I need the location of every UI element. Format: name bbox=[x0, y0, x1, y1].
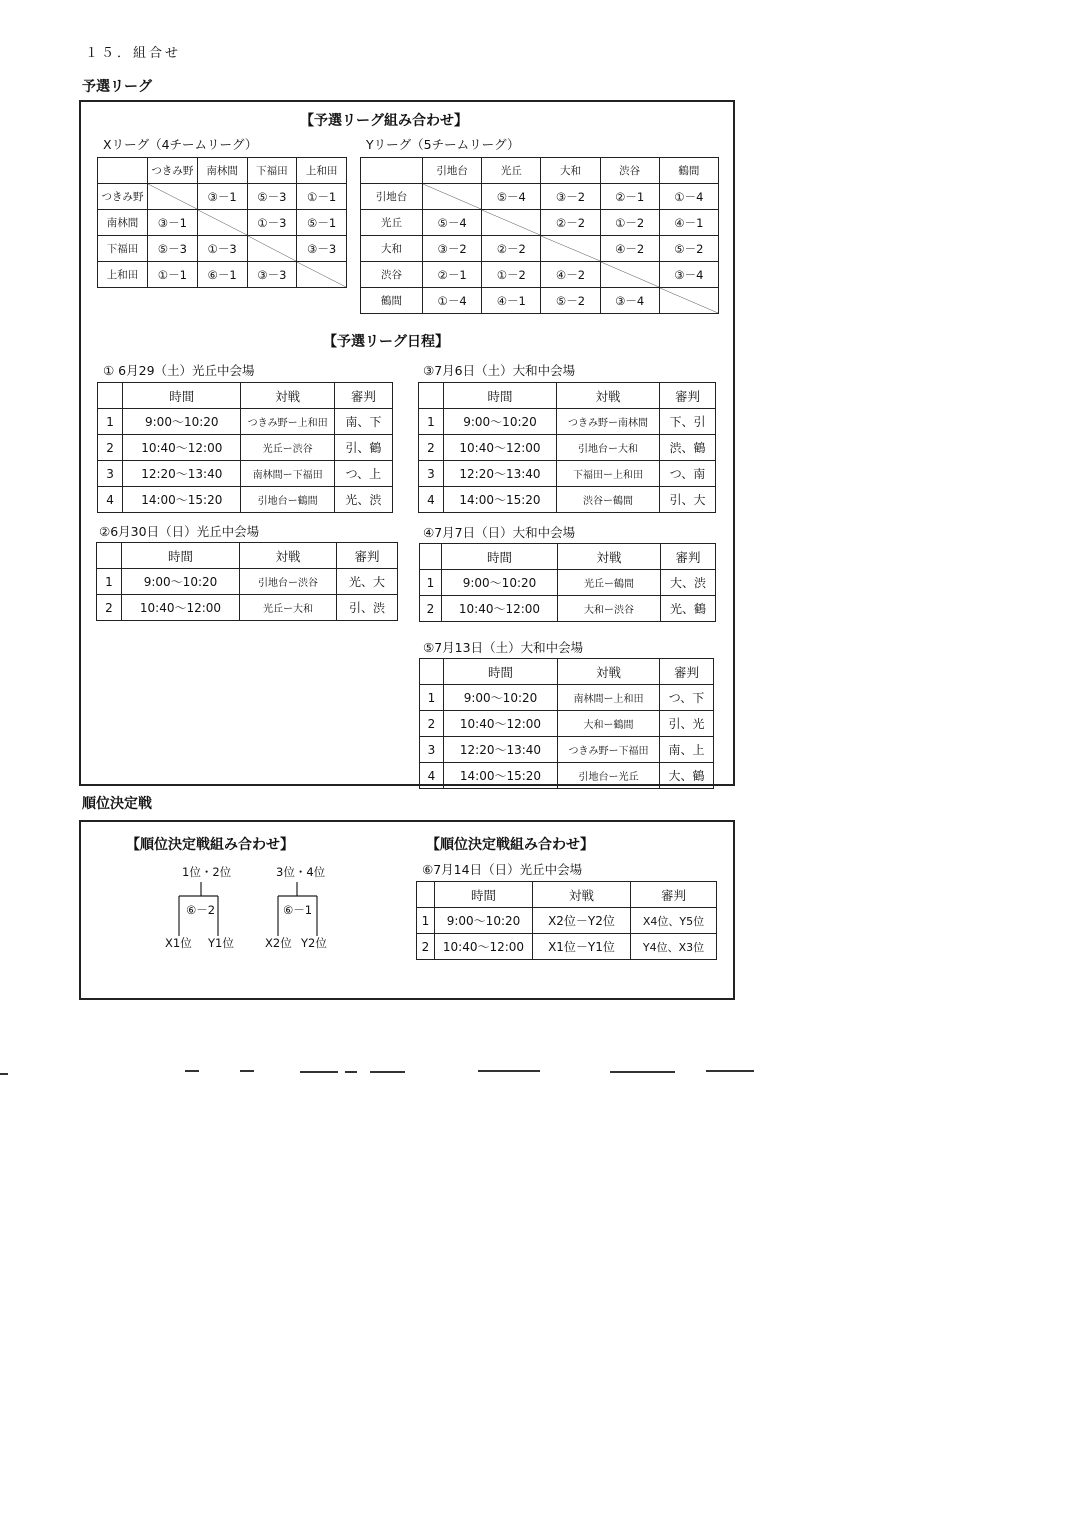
matrix-row-team: 下福田 bbox=[98, 236, 148, 262]
matrix-result-cell: ③－1 bbox=[197, 184, 247, 210]
matrix-header-row bbox=[361, 158, 719, 184]
scan-mark bbox=[240, 1070, 254, 1072]
schedule-referee: 下、引 bbox=[660, 409, 716, 435]
schedule-row bbox=[420, 685, 714, 711]
schedule-time: 9:00～10:20 bbox=[123, 409, 241, 435]
schedule-no: 1 bbox=[417, 908, 435, 934]
schedule-time: 14:00～15:20 bbox=[444, 763, 558, 789]
schedule-match-header: 対戦 bbox=[558, 659, 660, 685]
schedule-referee: 大、鶴 bbox=[660, 763, 714, 789]
scan-mark bbox=[706, 1070, 754, 1072]
matrix-result-cell: ④－2 bbox=[600, 236, 659, 262]
schedule-header-row bbox=[420, 544, 716, 570]
schedule-header-row bbox=[420, 659, 714, 685]
matrix-diagonal-cell bbox=[247, 236, 297, 262]
prelim-box bbox=[79, 100, 735, 786]
schedule-referee: X4位、Y5位 bbox=[631, 908, 717, 934]
matrix-result-cell: ③－2 bbox=[541, 184, 600, 210]
schedule-no-header bbox=[420, 544, 442, 570]
schedule-match: 渋谷ー鶴間 bbox=[557, 487, 660, 513]
schedule-time-header: 時間 bbox=[122, 543, 240, 569]
schedule-referee: 南、下 bbox=[334, 409, 392, 435]
matrix-diagonal-cell bbox=[297, 262, 347, 288]
matrix-diagonal-cell bbox=[541, 236, 600, 262]
matrix-result-cell: ③－3 bbox=[297, 236, 347, 262]
schedule-3-table bbox=[418, 382, 716, 513]
schedule-match: 引地台ー光丘 bbox=[558, 763, 660, 789]
matrix-col-team: 下福田 bbox=[247, 158, 297, 184]
schedule-no-header bbox=[420, 659, 444, 685]
matrix-result-cell: ①－4 bbox=[423, 288, 482, 314]
schedule-match: 引地台ー鶴間 bbox=[241, 487, 334, 513]
schedule-no-header bbox=[97, 543, 122, 569]
section-number: １５．組合せ bbox=[85, 46, 182, 61]
matrix-diagonal-cell bbox=[482, 210, 541, 236]
schedule-time: 10:40～12:00 bbox=[123, 435, 241, 461]
scan-mark bbox=[0, 1073, 8, 1075]
schedule-row bbox=[420, 737, 714, 763]
schedule-no: 2 bbox=[97, 595, 122, 621]
schedule-header-row bbox=[417, 882, 717, 908]
schedule-referee: 引、渋 bbox=[337, 595, 398, 621]
schedule-match-header: 対戦 bbox=[557, 383, 660, 409]
matrix-row-team: 鶴間 bbox=[361, 288, 423, 314]
matrix-col-team: 光丘 bbox=[482, 158, 541, 184]
schedule-referee-header: 審判 bbox=[337, 543, 398, 569]
schedule-no: 1 bbox=[97, 569, 122, 595]
matrix-row-team: 南林間 bbox=[98, 210, 148, 236]
matrix-col-team: つきみ野 bbox=[148, 158, 198, 184]
matrix-result-cell: ⑤－2 bbox=[541, 288, 600, 314]
schedule-row bbox=[98, 409, 393, 435]
schedule-time: 12:20～13:40 bbox=[444, 461, 557, 487]
schedule-match: 光丘ー鶴間 bbox=[558, 570, 661, 596]
schedule-time: 9:00～10:20 bbox=[122, 569, 240, 595]
ranking-schedule-title: 【順位決定戦組み合わせ】 bbox=[426, 837, 594, 853]
schedule-referee: 光、大 bbox=[337, 569, 398, 595]
bracket-1-game: ⑥－2 bbox=[186, 903, 216, 917]
matrix-col-team: 南林間 bbox=[197, 158, 247, 184]
schedule-no: 1 bbox=[419, 409, 444, 435]
bracket-2-left: X2位 bbox=[265, 936, 292, 950]
matrix-result-cell: ②－1 bbox=[600, 184, 659, 210]
schedule-match: 南林間ー下福田 bbox=[241, 461, 334, 487]
schedule-row bbox=[97, 569, 398, 595]
schedule-no: 1 bbox=[420, 570, 442, 596]
matrix-result-cell: ③－3 bbox=[247, 262, 297, 288]
schedule-match: 光丘ー大和 bbox=[240, 595, 337, 621]
schedule-referee: Y4位、X3位 bbox=[631, 934, 717, 960]
schedule-header-row bbox=[419, 383, 716, 409]
schedule-row bbox=[420, 570, 716, 596]
schedule-row bbox=[419, 435, 716, 461]
schedule-2-title: ②6月30日（日）光丘中会場 bbox=[99, 524, 260, 539]
schedule-no-header bbox=[419, 383, 444, 409]
schedule-referee: 引、鶴 bbox=[334, 435, 392, 461]
matrix-result-cell: ①－3 bbox=[197, 236, 247, 262]
schedule-match-header: 対戦 bbox=[558, 544, 661, 570]
matrix-result-cell: ③－2 bbox=[423, 236, 482, 262]
matrix-row bbox=[98, 236, 347, 262]
schedule-row bbox=[97, 595, 398, 621]
schedule-time: 10:40～12:00 bbox=[442, 596, 558, 622]
schedule-match-header: 対戦 bbox=[240, 543, 337, 569]
y-league-matrix bbox=[360, 157, 719, 314]
schedule-time: 10:40～12:00 bbox=[444, 435, 557, 461]
schedule-no: 2 bbox=[419, 435, 444, 461]
schedule-time-header: 時間 bbox=[444, 659, 558, 685]
schedule-referee-header: 審判 bbox=[661, 544, 716, 570]
scan-mark bbox=[610, 1071, 675, 1073]
schedule-time: 12:20～13:40 bbox=[123, 461, 241, 487]
schedule-no: 3 bbox=[420, 737, 444, 763]
matrix-diagonal-cell bbox=[148, 184, 198, 210]
bracket-2-right: Y2位 bbox=[301, 936, 327, 950]
schedule-row bbox=[98, 461, 393, 487]
scan-mark bbox=[370, 1071, 405, 1073]
schedule-match: 下福田ー上和田 bbox=[557, 461, 660, 487]
schedule-no: 2 bbox=[420, 711, 444, 737]
schedule-referee: 南、上 bbox=[660, 737, 714, 763]
schedule-no: 1 bbox=[420, 685, 444, 711]
matrix-row-team: 光丘 bbox=[361, 210, 423, 236]
schedule-time: 9:00～10:20 bbox=[444, 409, 557, 435]
schedule-time: 9:00～10:20 bbox=[435, 908, 533, 934]
schedule-2-table bbox=[96, 542, 398, 621]
schedule-3-title: ③7月6日（土）大和中会場 bbox=[423, 363, 576, 378]
ranking-schedule-table bbox=[416, 881, 717, 960]
schedule-no: 1 bbox=[98, 409, 123, 435]
matrix-row-team: 大和 bbox=[361, 236, 423, 262]
schedule-time-header: 時間 bbox=[123, 383, 241, 409]
matrix-result-cell: ③－4 bbox=[659, 262, 718, 288]
schedule-4-title: ④7月7日（日）大和中会場 bbox=[423, 525, 576, 540]
schedule-match: 光丘ー渋谷 bbox=[241, 435, 334, 461]
schedule-no-header bbox=[98, 383, 123, 409]
matrix-col-team: 大和 bbox=[541, 158, 600, 184]
schedule-match: 大和ー鶴間 bbox=[558, 711, 660, 737]
matrix-result-cell: ⑤－2 bbox=[659, 236, 718, 262]
bracket-2-label: 3位・4位 bbox=[276, 865, 326, 879]
matrix-result-cell: ④－2 bbox=[541, 262, 600, 288]
matrix-diagonal-cell bbox=[600, 262, 659, 288]
matrix-result-cell: ①－2 bbox=[482, 262, 541, 288]
schedule-referee-header: 審判 bbox=[660, 383, 716, 409]
schedule-referee: つ、上 bbox=[334, 461, 392, 487]
bracket-1-left: X1位 bbox=[165, 936, 192, 950]
matrix-corner bbox=[361, 158, 423, 184]
schedule-time-header: 時間 bbox=[444, 383, 557, 409]
schedule-no: 2 bbox=[420, 596, 442, 622]
schedule-row bbox=[98, 435, 393, 461]
matrix-result-cell: ③－4 bbox=[600, 288, 659, 314]
matrix-diagonal-cell bbox=[659, 288, 718, 314]
schedule-1-title: ① 6月29（土）光丘中会場 bbox=[103, 363, 255, 378]
schedule-time: 10:40～12:00 bbox=[122, 595, 240, 621]
matrix-diagonal-cell bbox=[423, 184, 482, 210]
schedule-row bbox=[417, 908, 717, 934]
schedule-title: 【予選リーグ日程】 bbox=[323, 334, 449, 350]
schedule-row bbox=[420, 763, 714, 789]
schedule-match: 引地台ー渋谷 bbox=[240, 569, 337, 595]
schedule-referee-header: 審判 bbox=[334, 383, 392, 409]
schedule-referee: つ、南 bbox=[660, 461, 716, 487]
schedule-match: X1位－Y1位 bbox=[533, 934, 631, 960]
schedule-no: 3 bbox=[98, 461, 123, 487]
schedule-row bbox=[419, 409, 716, 435]
schedule-time-header: 時間 bbox=[442, 544, 558, 570]
matrix-header-row bbox=[98, 158, 347, 184]
schedule-time: 10:40～12:00 bbox=[444, 711, 558, 737]
schedule-row bbox=[420, 711, 714, 737]
schedule-match: 大和ー渋谷 bbox=[558, 596, 661, 622]
schedule-time: 14:00～15:20 bbox=[123, 487, 241, 513]
matrix-result-cell: ④－1 bbox=[659, 210, 718, 236]
matrix-diagonal-cell bbox=[197, 210, 247, 236]
bracket-1-label: 1位・2位 bbox=[182, 865, 232, 879]
schedule-no: 4 bbox=[98, 487, 123, 513]
matrix-result-cell: ⑤－4 bbox=[482, 184, 541, 210]
schedule-match-header: 対戦 bbox=[241, 383, 334, 409]
matrix-row bbox=[361, 288, 719, 314]
schedule-time: 9:00～10:20 bbox=[444, 685, 558, 711]
matrix-result-cell: ④－1 bbox=[482, 288, 541, 314]
bracket-1-right: Y1位 bbox=[208, 936, 234, 950]
prelim-combo-title: 【予選リーグ組み合わせ】 bbox=[300, 113, 468, 129]
matrix-result-cell: ⑤－1 bbox=[297, 210, 347, 236]
schedule-match: 引地台ー大和 bbox=[557, 435, 660, 461]
matrix-result-cell: ①－3 bbox=[247, 210, 297, 236]
schedule-header-row bbox=[97, 543, 398, 569]
schedule-match: つきみ野ー下福田 bbox=[558, 737, 660, 763]
scan-mark bbox=[300, 1071, 338, 1073]
schedule-referee-header: 審判 bbox=[631, 882, 717, 908]
matrix-row bbox=[361, 236, 719, 262]
schedule-time: 12:20～13:40 bbox=[444, 737, 558, 763]
scan-mark bbox=[185, 1070, 199, 1072]
schedule-header-row bbox=[98, 383, 393, 409]
schedule-referee: 引、光 bbox=[660, 711, 714, 737]
schedule-referee: 渋、鶴 bbox=[660, 435, 716, 461]
schedule-5-table bbox=[419, 658, 714, 789]
matrix-row bbox=[98, 184, 347, 210]
matrix-result-cell: ⑤－4 bbox=[423, 210, 482, 236]
matrix-result-cell: ②－2 bbox=[482, 236, 541, 262]
schedule-5-title: ⑤7月13日（土）大和中会場 bbox=[423, 640, 584, 655]
schedule-match: つきみ野ー南林間 bbox=[557, 409, 660, 435]
schedule-match-header: 対戦 bbox=[533, 882, 631, 908]
schedule-referee: つ、下 bbox=[660, 685, 714, 711]
scan-mark bbox=[478, 1070, 540, 1072]
schedule-time-header: 時間 bbox=[435, 882, 533, 908]
schedule-referee: 引、大 bbox=[660, 487, 716, 513]
schedule-time: 14:00～15:20 bbox=[444, 487, 557, 513]
matrix-row bbox=[98, 262, 347, 288]
matrix-result-cell: ②－1 bbox=[423, 262, 482, 288]
matrix-row-team: 引地台 bbox=[361, 184, 423, 210]
prelim-heading: 予選リーグ bbox=[82, 79, 152, 95]
schedule-no: 2 bbox=[98, 435, 123, 461]
y-league-label: Yリーグ（5チームリーグ） bbox=[366, 137, 520, 152]
matrix-col-team: 引地台 bbox=[423, 158, 482, 184]
matrix-result-cell: ③－1 bbox=[148, 210, 198, 236]
matrix-row bbox=[361, 184, 719, 210]
matrix-result-cell: ①－1 bbox=[148, 262, 198, 288]
ranking-schedule-6-title: ⑥7月14日（日）光丘中会場 bbox=[422, 862, 583, 877]
x-league-matrix bbox=[97, 157, 347, 288]
matrix-result-cell: ②－2 bbox=[541, 210, 600, 236]
matrix-result-cell: ①－4 bbox=[659, 184, 718, 210]
x-league-label: Xリーグ（4チームリーグ） bbox=[103, 137, 258, 152]
schedule-no: 3 bbox=[419, 461, 444, 487]
bracket-2-game: ⑥－1 bbox=[283, 903, 313, 917]
matrix-col-team: 上和田 bbox=[297, 158, 347, 184]
schedule-time: 10:40～12:00 bbox=[435, 934, 533, 960]
matrix-row bbox=[98, 210, 347, 236]
schedule-row bbox=[419, 487, 716, 513]
schedule-no: 4 bbox=[419, 487, 444, 513]
schedule-referee: 光、鶴 bbox=[661, 596, 716, 622]
matrix-row-team: つきみ野 bbox=[98, 184, 148, 210]
schedule-row bbox=[419, 461, 716, 487]
matrix-col-team: 鶴間 bbox=[659, 158, 718, 184]
matrix-result-cell: ⑥－1 bbox=[197, 262, 247, 288]
schedule-row bbox=[98, 487, 393, 513]
schedule-1-table bbox=[97, 382, 393, 513]
matrix-result-cell: ①－2 bbox=[600, 210, 659, 236]
schedule-referee-header: 審判 bbox=[660, 659, 714, 685]
matrix-row-team: 上和田 bbox=[98, 262, 148, 288]
schedule-referee: 大、渋 bbox=[661, 570, 716, 596]
schedule-match: 南林間ー上和田 bbox=[558, 685, 660, 711]
matrix-result-cell: ⑤－3 bbox=[148, 236, 198, 262]
ranking-box bbox=[79, 820, 735, 1000]
matrix-corner bbox=[98, 158, 148, 184]
matrix-row bbox=[361, 262, 719, 288]
matrix-col-team: 渋谷 bbox=[600, 158, 659, 184]
schedule-no: 4 bbox=[420, 763, 444, 789]
schedule-row bbox=[420, 596, 716, 622]
schedule-no-header bbox=[417, 882, 435, 908]
schedule-row bbox=[417, 934, 717, 960]
schedule-match: つきみ野ー上和田 bbox=[241, 409, 334, 435]
matrix-row-team: 渋谷 bbox=[361, 262, 423, 288]
matrix-result-cell: ⑤－3 bbox=[247, 184, 297, 210]
schedule-no: 2 bbox=[417, 934, 435, 960]
schedule-referee: 光、渋 bbox=[334, 487, 392, 513]
matrix-row bbox=[361, 210, 719, 236]
schedule-time: 9:00～10:20 bbox=[442, 570, 558, 596]
scan-mark bbox=[345, 1071, 357, 1073]
ranking-heading: 順位決定戦 bbox=[82, 796, 152, 812]
schedule-4-table bbox=[419, 543, 716, 622]
schedule-match: X2位－Y2位 bbox=[533, 908, 631, 934]
matrix-result-cell: ①－1 bbox=[297, 184, 347, 210]
ranking-combo-title: 【順位決定戦組み合わせ】 bbox=[126, 837, 294, 853]
